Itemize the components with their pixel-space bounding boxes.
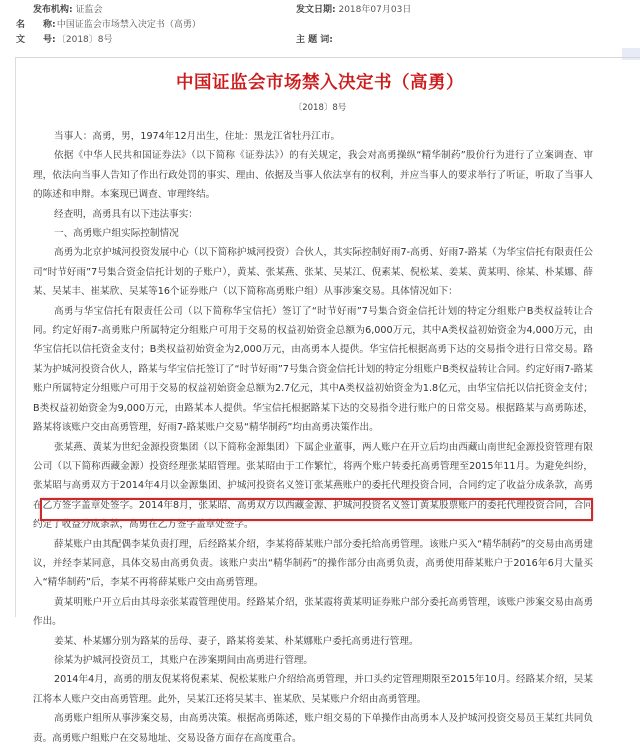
section-heading: 一、高勇账户组实际控制情况 (54, 228, 179, 240)
name-value: 中国证监会市场禁入决定书（高勇） (56, 20, 201, 30)
keywords-field (296, 34, 333, 46)
publisher-label: 发布机构: (33, 5, 73, 15)
document-title: 中国证监会市场禁入决定书（高勇） (176, 73, 464, 93)
paragraph-party: 当事人：高勇，男，1974年12月出生，住址：黑龙江省牡丹江市。 (54, 131, 341, 142)
document-number-field (16, 34, 113, 46)
paragraph-huabao-trust: 高勇与华宝信托有限责任公司（以下简称华宝信托）签订了“时节好雨”7号集合资金信托计划的特定分组账户B类权益转让合同。约定好雨7-高勇账户所属特定分组账户可用于交易的权益初始资金总额为6,000万元，其中A类权益初始资金为4,000万元，由华宝信托以信托资金支付；B类权益初始资金为2,000万元，由高勇本人提供。华宝信托根据高勇下达的交易指令进行日常交易。路某为护城河投资合伙人，路某与华宝信托签订了“时节好雨”7号集合资金信托计划的特定分组账户B类权益转让合同。约定好雨7-路某账户所属特定分组账户可用于交易的权益初始资金总额为2.7亿元，其中A类权益初始资金为1.8亿元，由华宝信托以信托资金支付；B类权益初始资金为9,000万元，由路某本人提供。华宝信托根据路某下达的交易指令进行账户的日常交易。根据路某与高勇陈述，路某将该账户交由高勇管理，好雨7-路某账户交易“精华制药”均由高勇决策作出。 (33, 305, 593, 434)
paragraph-xu: 徐某为护城河投资员工，其账户在涉案期间由高勇进行管理。 (54, 654, 314, 666)
name-field (16, 19, 201, 31)
paragraph-huang-account-highlighted: 黄某明账户开立后由其母亲张某霞管理使用。经路某介绍，张某霞将黄某明证券账户部分委托高勇管理，该账户涉案交易由高勇作出。 (33, 596, 593, 628)
paragraph-decision: 高勇账户组所从事涉案交易，由高勇决策。根据高勇陈述，账户组交易的下单操作由高勇本人及护城河投资交易员王某红共同负责。高勇账户组账户在交易地址、交易设备方面存在高度重合。 (33, 713, 593, 744)
highlight-annotation-box (40, 498, 593, 521)
publisher-field (33, 4, 103, 16)
paragraph-basis: 依据《中华人民共和国证券法》（以下简称《证券法》）的有关规定，我会对高勇操纵“精华制药”股价行为进行了立案调查、审理，依法向当事人告知了作出行政处罚的事实、理由、依据及当事人依法享有的权利，并应当事人的要求举行了听证，听取了当事人的陈述和申辩。本案现已调查、审理终结。 (33, 150, 593, 201)
issue-date-field (296, 4, 411, 16)
issue-date-label: 发文日期: (296, 5, 336, 15)
name-label: 名 称: (16, 20, 56, 30)
paragraph-ni-wu: 2014年4月，高勇的朋友倪某将倪素某、倪松某账户介绍给高勇管理，并口头约定管理期限至2015年10月。经路某介绍，吴某江将本人账户交由高勇管理。此外，吴某江还将吴某丰、崔某欣、吴某账户介绍由高勇管理。 (33, 674, 593, 705)
document-body (33, 127, 593, 748)
paragraph-xue-account: 薛某账户由其配偶李某负责打理，后经路某介绍，李某将薛某账户部分委托给高勇管理。该账户买入“精华制药”的交易由高勇建议，并经李某同意，具体交易由高勇负责。该账户卖出“精华制药”的操作部分由高勇负责，高勇使用薛某账户于2016年6月大量买入“精华制药”后，李某不再将薛某账户交由高勇管理。 (33, 538, 593, 589)
issue-date-value: 2018年07月03日 (338, 5, 412, 15)
paragraph-findings-intro: 经查明，高勇具有以下违法事实： (54, 208, 198, 220)
paragraph-account-group: 高勇为北京护城河投资发展中心（以下简称护城河投资）合伙人，其实际控制好雨7-高勇、好雨7-路某（为华宝信托有限责任公司“时节好雨”7号集合资金信托计划的子账户），黄某、张某燕、张某、吴某江、倪素某、倪松某、姜某、黄某明、徐某、朴某娜、薛某、吴某丰、崔某欣、吴某等16个证券账户（以下简称高勇账户组）从事涉案交易。具体情况如下： (33, 247, 593, 298)
paragraph-jinyuan: 张某燕、黄某为世纪金源投资集团（以下简称金源集团）下属企业董事，两人账户在开立后均由西藏山南世纪金源投资管理有限公司（以下简称西藏金源）投资经理张某昭管理。张某昭由于工作繁忙，将两个账户转委托高勇管理至2015年11月。为避免纠纷，张某昭与高勇双方于2014年4月以金源集团、护城河投资名义签订张某燕账户的委托代理投资合同，合同约定了收益分成条款，高勇在乙方签字盖章处签字。2014年8月，张某昭、高勇双方以西藏金源、护城河投资名义签订黄某股票账户的委托代理投资合同，合同约定了收益分成条款，高勇在乙方签字盖章处签字。 (33, 441, 593, 531)
publisher-value: 证监会 (75, 5, 103, 15)
document-number-value: 〔2018〕8号 (56, 35, 113, 45)
document-metadata-header (0, 0, 640, 50)
document-number: 〔2018〕8号 (293, 103, 347, 113)
paragraph-jiang-piao: 姜某、朴某娜分别为路某的岳母、妻子，路某将姜某、朴某娜账户委托高勇进行管理。 (54, 635, 419, 647)
document-number-label: 文 号: (16, 35, 56, 45)
keywords-label: 主 题 词: (296, 35, 333, 45)
